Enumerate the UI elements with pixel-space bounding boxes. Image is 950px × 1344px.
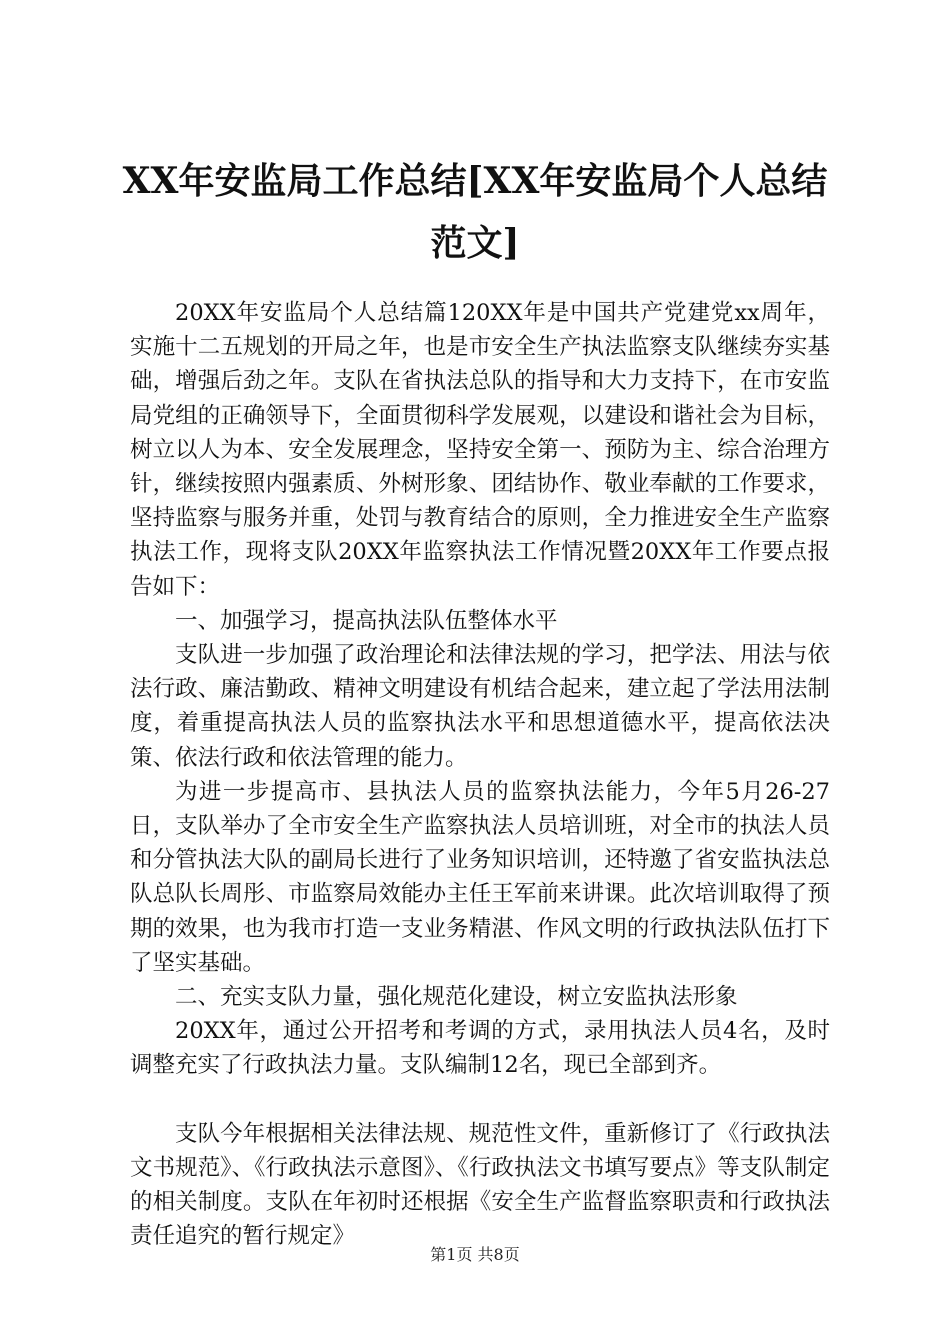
paragraph-intro: 20XX年安监局个人总结篇120XX年是中国共产党建党xx周年，实施十二五规划的开局之年，也是市安全生产执法监察支队继续夯实基础，增强后劲之年。支队在省执法总队的指导和大力支持下，在市安监局党组的正确领导下，全面贯彻科学发展观，以建设和谐社会为目标，树立以人为本、安全发展理念，坚持安全第一、预防为主、综合治理方针，继续按照内强素质、外树形象、团结协作、敬业奉献的工作要求，坚持监察与服务并重，处罚与教育结合的原则，全力推进安全生产监察执法工作，现将支队20XX年监察执法工作情况暨20XX年工作要点报告如下： bbox=[130, 300, 830, 600]
document-body bbox=[130, 296, 830, 1253]
page-number-footer: 第1页 共8页 bbox=[430, 1245, 520, 1264]
paragraph-regulations: 支队今年根据相关法律法规、规范性文件，重新修订了《行政执法文书规范》、《行政执法示意图》、《行政执法文书填写要点》等支队制定的相关制度。支队在年初时还根据《安全生产监督监察职责和行政执法责任追究的暂行规定》 bbox=[130, 1120, 830, 1250]
section-heading-2: 二、充实支队力量，强化规范化建设，树立安监执法形象 bbox=[175, 984, 738, 1011]
section-heading-1: 一、加强学习，提高执法队伍整体水平 bbox=[175, 607, 558, 634]
paragraph-training: 为进一步提高市、县执法人员的监察执法能力，今年5月26-27日，支队举办了全市安全生产监察执法人员培训班，对全市的执法人员和分管执法大队的副局长进行了业务知识培训，还特邀了省安监执法总队总队长周彤、市监察局效能办主任王军前来讲课。此次培训取得了预期的效果，也为我市打造一支业务精湛、作风文明的行政执法队伍打下了坚实基础。 bbox=[130, 778, 830, 976]
paragraph-staffing: 20XX年，通过公开招考和考调的方式，录用执法人员4名，及时调整充实了行政执法力量。支队编制12名，现已全部到齐。 bbox=[130, 1018, 830, 1079]
paragraph-study: 支队进一步加强了政治理论和法律法规的学习，把学法、用法与依法行政、廉洁勤政、精神文明建设有机结合起来，建立起了学法用法制度，着重提高执法人员的监察执法水平和思想道德水平，提高依法决策、依法行政和依法管理的能力。 bbox=[130, 642, 830, 771]
document-title: XX年安监局工作总结[XX年安监局个人总结范文] bbox=[122, 160, 828, 264]
